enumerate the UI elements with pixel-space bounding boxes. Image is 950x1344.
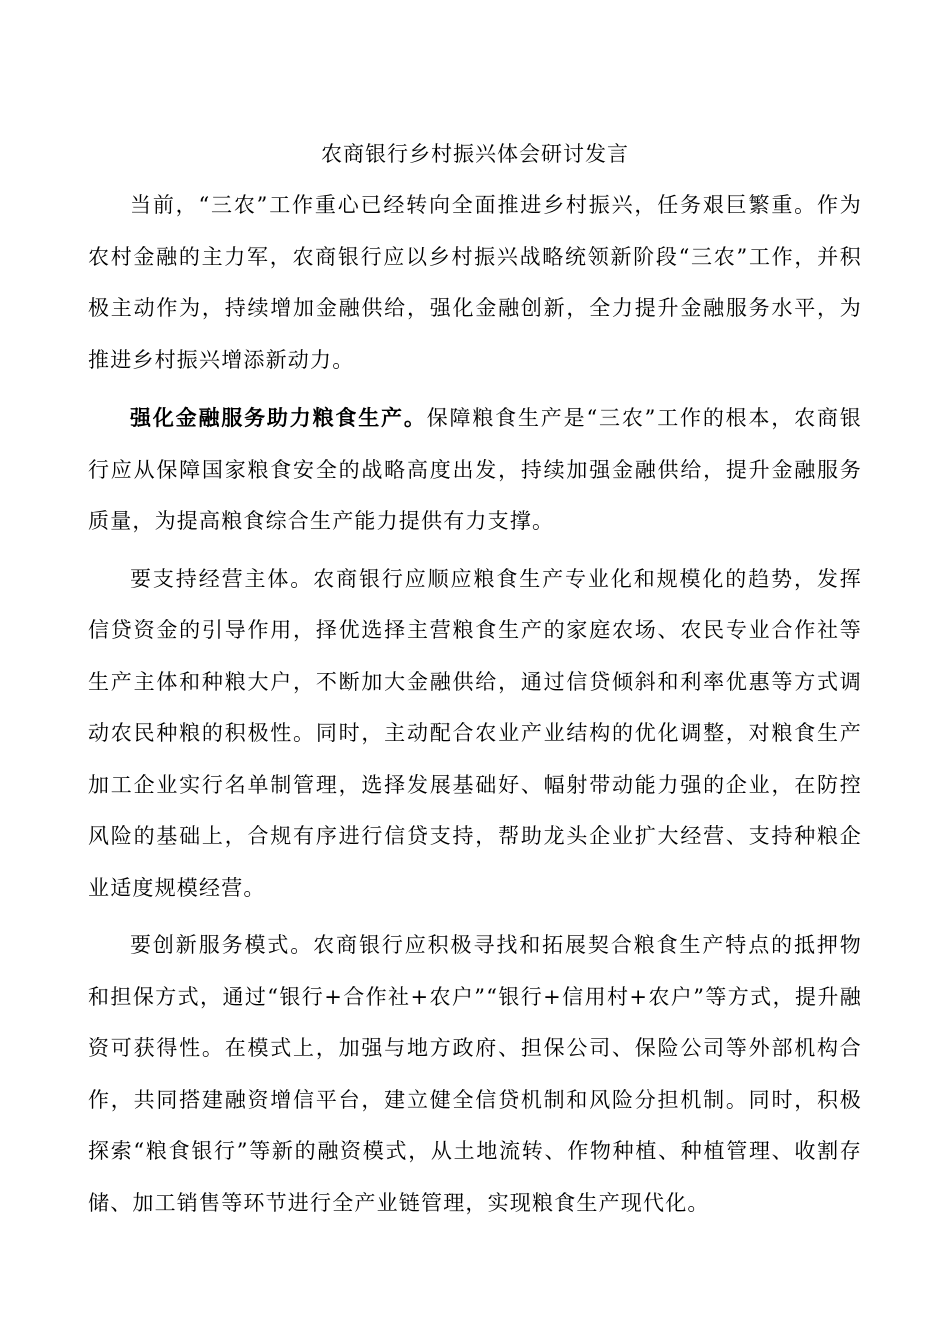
paragraph-text: 要创新服务模式。农商银行应积极寻找和拓展契合粮食生产特点的抵押物和担保方式，通过“银行+合作社+农户”“银行+信用村+农户”等方式，提升融资可获得性。在模式上，加强与地方政府、担保公司、保险公司等外部机构合作，共同搭建融资增信平台，建立健全信贷机制和风险分担机制。同时，积极探索“粮食银行”等新的融资模式，从土地流转、作物种植、种植管理、收割存储、加工销售等环节进行全产业链管理，实现粮食生产现代化。 [88,933,862,1215]
paragraph-innovate-service [88,920,862,1229]
paragraph-intro [88,180,862,386]
paragraph-text: 保障粮食生产是“三农”工作的根本，农商银行应从保障国家粮食安全的战略高度出发，持续加强金融供给，提升金融服务质量，为提高粮食综合生产能力提供有力支撑。 [88,406,862,533]
paragraph-grain-production [88,392,862,548]
paragraph-lead-heading: 强化金融服务助力粮食生产。 [130,405,427,430]
paragraph-text: 要支持经营主体。农商银行应顺应粮食生产专业化和规模化的趋势，发挥信贷资金的引导作用，择优选择主营粮食生产的家庭农场、农民专业合作社等生产主体和种粮大户，不断加大金融供给，通过信贷倾斜和利率优惠等方式调动农民种粮的积极性。同时，主动配合农业产业结构的优化调整，对粮食生产加工企业实行名单制管理，选择发展基础好、幅射带动能力强的企业，在防控风险的基础上，合规有序进行信贷支持，帮助龙头企业扩大经营、支持种粮企业适度规模经营。 [88,566,862,900]
paragraph-text: 当前，“三农”工作重心已经转向全面推进乡村振兴，任务艰巨繁重。作为农村金融的主力军，农商银行应以乡村振兴战略统领新阶段“三农”工作，并积极主动作为，持续增加金融供给，强化金融创新，全力提升金融服务水平，为推进乡村振兴增添新动力。 [88,193,862,372]
document-title: 农商银行乡村振兴体会研讨发言 [321,142,629,166]
paragraph-support-entities [88,554,862,915]
document-page [88,128,862,1229]
